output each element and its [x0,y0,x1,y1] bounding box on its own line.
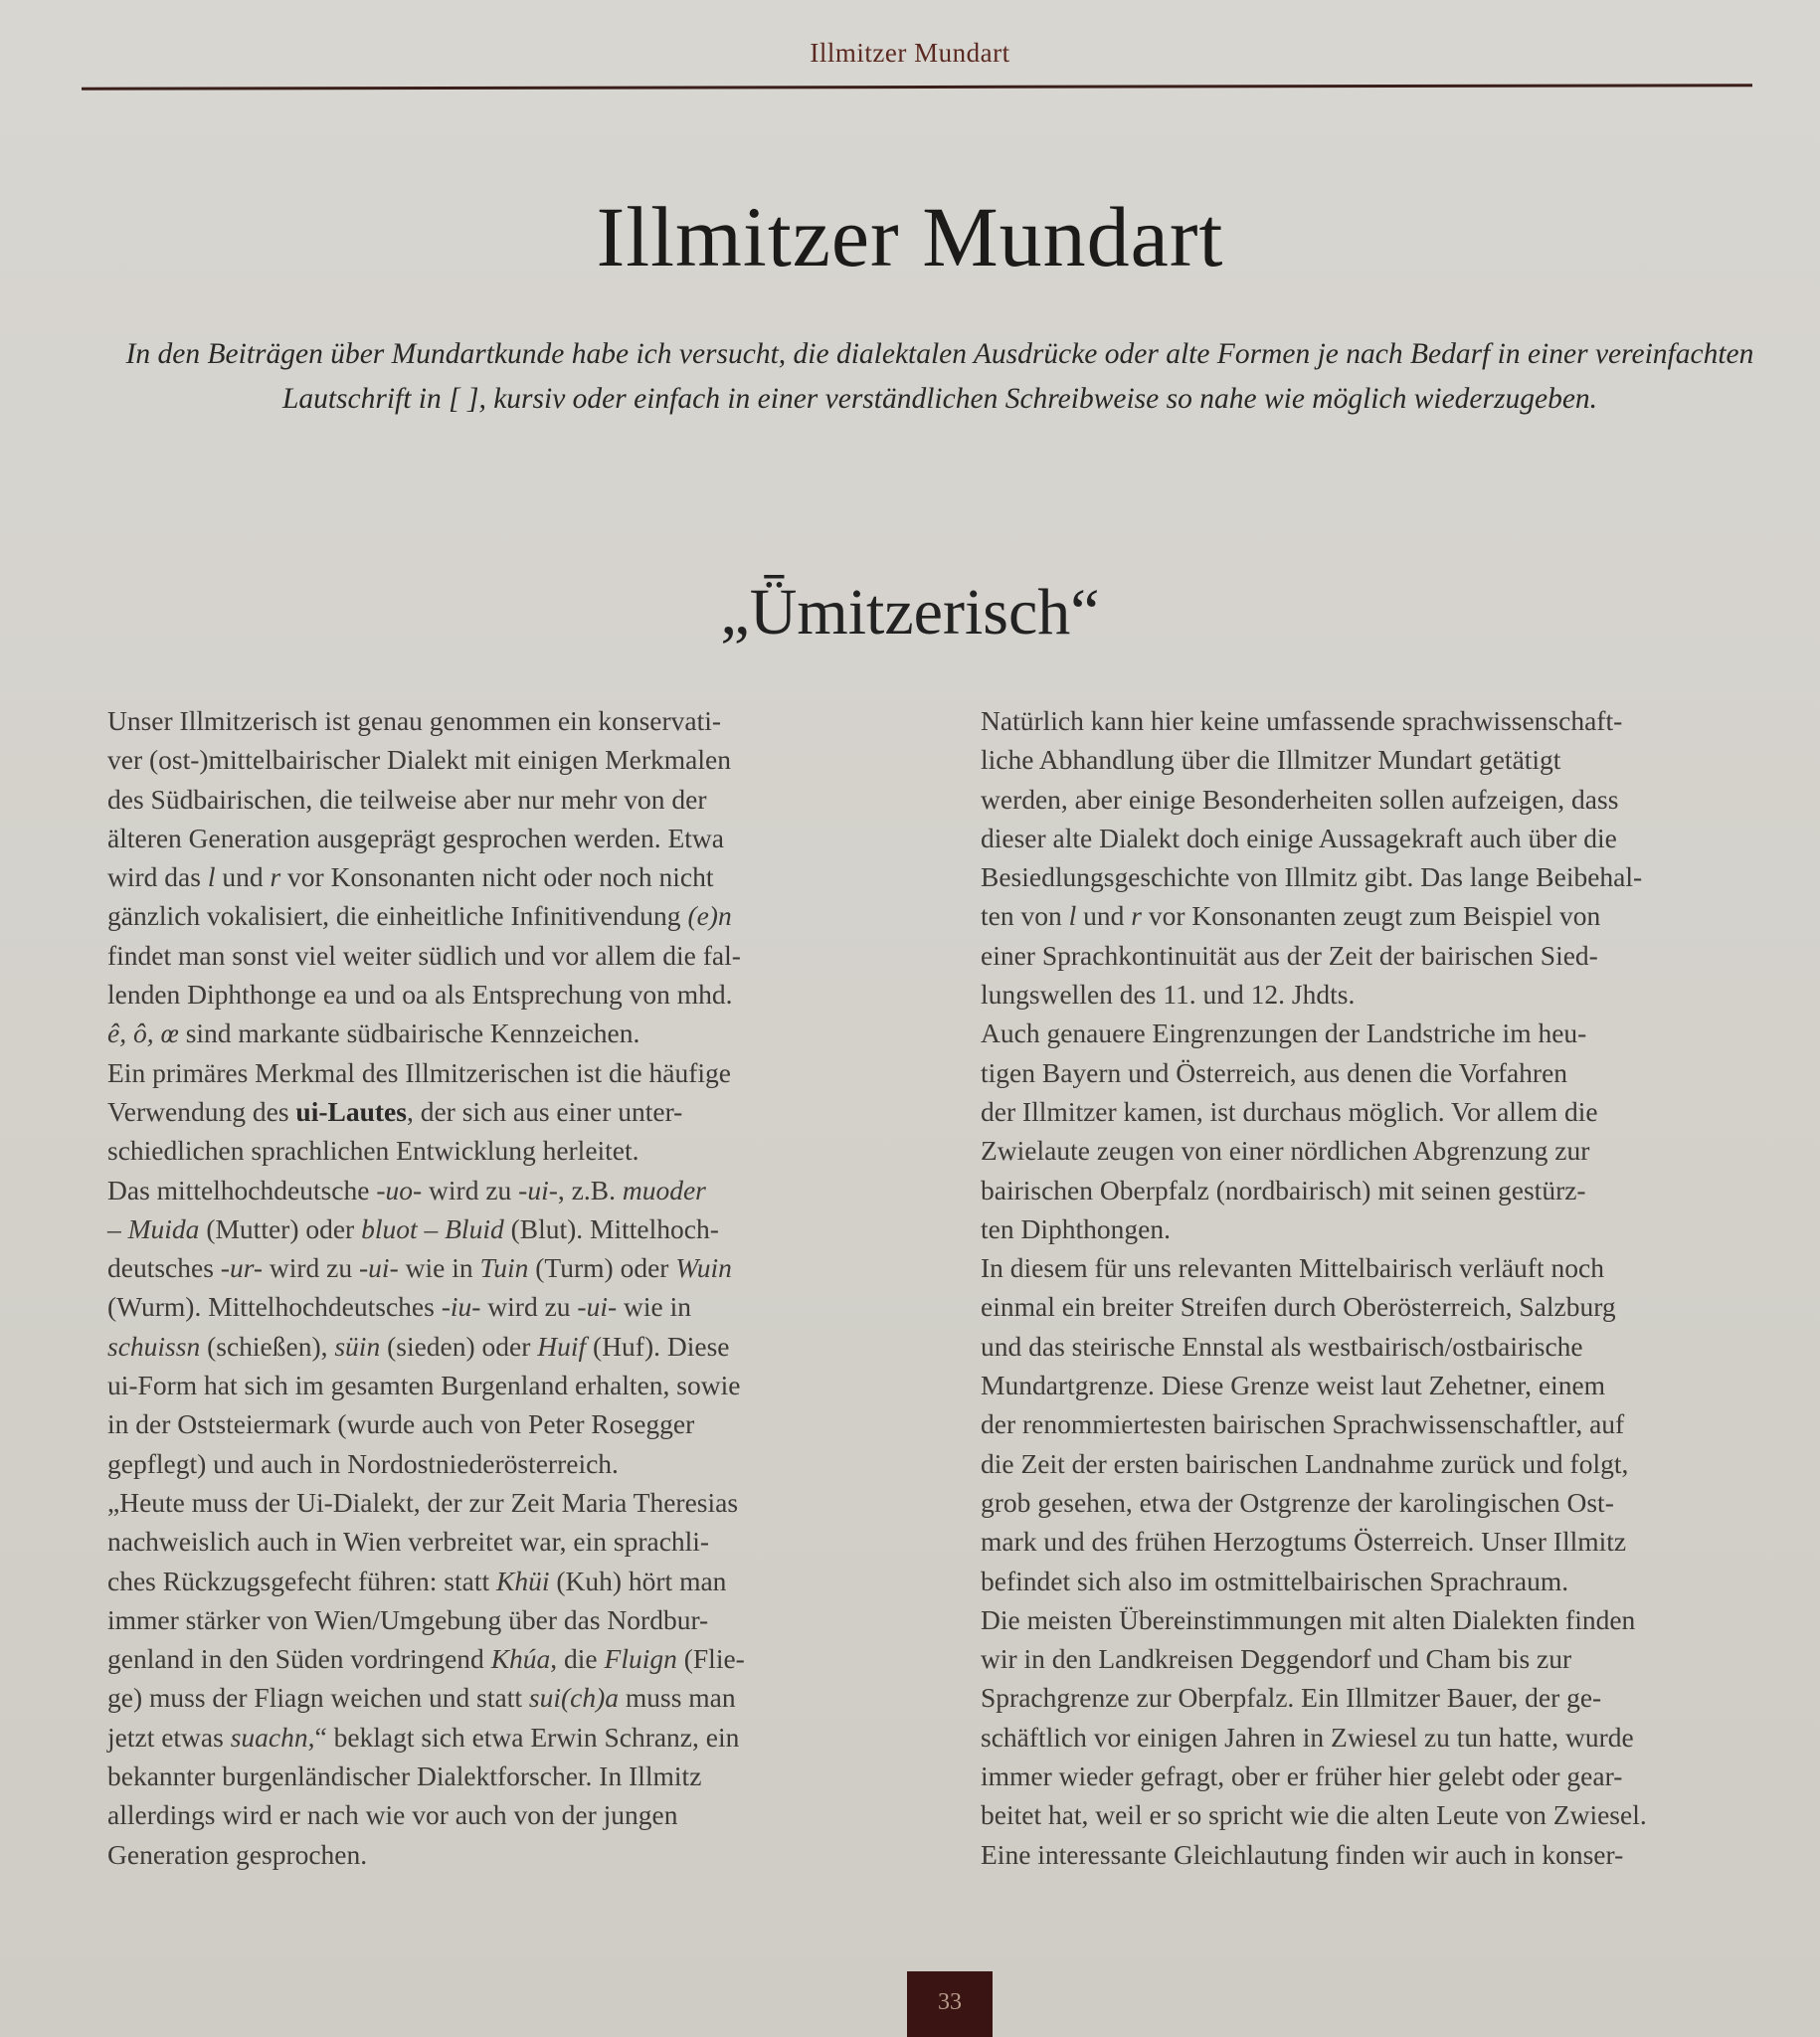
text-line: gepflegt) und auch in Nordostniederösterreich. [107,1447,619,1479]
text-line: gänzlich vokalisiert, die einheitliche Infinitivendung (e)n [107,900,732,932]
text-line: findet man sonst viel weiter südlich und vor allem die fal- [107,939,741,971]
text-line: immer stärker von Wien/Umgebung über das Nordbur- [107,1603,709,1635]
text-line: Sprachgrenze zur Oberpfalz. Ein Illmitzer Bauer, der ge- [981,1682,1602,1714]
running-head: Illmitzer Mundart [810,38,1010,68]
text-line: in der Oststeiermark (wurde auch von Peter Rosegger [107,1408,695,1440]
text-line: der Illmitzer kamen, ist durchaus möglich. Vor allem die [981,1095,1598,1127]
text-line: Das mittelhochdeutsche -uo- wird zu -ui-, z.B. muoder [107,1174,706,1205]
text-line: dieser alte Dialekt doch einige Aussagekraft auch über die [981,822,1617,853]
text-line: Natürlich kann hier keine umfassende sprachwissenschaft- [981,705,1623,736]
text-line: einmal ein breiter Streifen durch Oberösterreich, Salzburg [981,1291,1616,1323]
text-line: Verwendung des ui-Lautes, der sich aus einer unter- [107,1095,683,1127]
text-line: allerdings wird er nach wie vor auch von der jungen [107,1799,678,1831]
text-line: ge) muss der Fliagn weichen und statt sui(ch)a muss man [107,1682,736,1714]
text-line: bekannter burgenländischer Dialektforscher. In Illmitz [107,1760,702,1792]
section-title: „Ǖmitzerisch“ [720,576,1100,648]
text-line: und das steirische Ennstal als westbairisch/ostbairische [981,1330,1583,1362]
text-line: genland in den Süden vordringend Khúa, die Fluign (Flie- [107,1643,745,1675]
text-line: In diesem für uns relevanten Mittelbairisch verläuft noch [981,1252,1604,1284]
text-line: nachweislich auch in Wien verbreitet war, ein sprachli- [107,1526,710,1558]
text-line: schäftlich vor einigen Jahren in Zwiesel zu tun hatte, wurde [981,1721,1634,1753]
text-line: lenden Diphthonge ea und oa als Entsprechung von mhd. [107,979,733,1011]
text-line: lungswellen des 11. und 12. Jhdts. [981,979,1356,1011]
text-line: einer Sprachkontinuität aus der Zeit der bairischen Sied- [981,939,1598,971]
text-line: immer wieder gefragt, ober er früher hier gelebt oder gear- [981,1760,1623,1792]
text-line: ten Diphthongen. [981,1212,1171,1244]
text-line: grob gesehen, etwa der Ostgrenze der karolingischen Ost- [981,1486,1614,1518]
right-column [981,701,1776,1874]
text-line: Generation gesprochen. [107,1838,368,1870]
text-line: ê, ô, œ sind markante südbairische Kennzeichen. [107,1018,640,1049]
text-line: liche Abhandlung über die Illmitzer Mundart getätigt [981,744,1561,776]
text-line: Mundartgrenze. Diese Grenze weist laut Zehetner, einem [981,1370,1606,1401]
text-line: Ein primäres Merkmal des Illmitzerischen ist die häufige [107,1056,731,1088]
text-line: Eine interessante Gleichlautung finden wir auch in konser- [981,1838,1624,1870]
text-line: älteren Generation ausgeprägt gesprochen werden. Etwa [107,822,724,853]
text-line: tigen Bayern und Österreich, aus denen die Vorfahren [981,1056,1568,1088]
text-line: ver (ost-)mittelbairischer Dialekt mit einigen Merkmalen [107,744,731,776]
text-line: ui-Form hat sich im gesamten Burgenland erhalten, sowie [107,1370,741,1401]
text-line: befindet sich also im ostmittelbairischen Sprachraum. [981,1565,1569,1596]
header-rule [82,84,1752,91]
text-line: schiedlichen sprachlichen Entwicklung herleitet. [107,1135,639,1167]
text-line: der renommiertesten bairischen Sprachwissenschaftler, auf [981,1408,1625,1440]
text-line: Unser Illmitzerisch ist genau genommen ein konservati- [107,705,722,736]
text-line: bairischen Oberpfalz (nordbairisch) mit seinen gestürz- [981,1174,1586,1205]
left-column [107,701,923,1874]
text-line: des Südbairischen, die teilweise aber nur mehr von der [107,783,707,815]
text-line: – Muida (Mutter) oder bluot – Bluid (Blut). Mittelhoch- [107,1212,719,1244]
text-line: die Zeit der ersten bairischen Landnahme zurück und folgt, [981,1447,1629,1479]
text-line: jetzt etwas suachn,“ beklagt sich etwa Erwin Schranz, ein [107,1721,740,1753]
text-line: wir in den Landkreisen Deggendorf und Cham bis zur [981,1643,1572,1675]
text-line: Besiedlungsgeschichte von Illmitz gibt. Das lange Beibehal- [981,861,1643,893]
text-line: Auch genauere Eingrenzungen der Landstriche im heu- [981,1018,1587,1049]
text-line: mark und des frühen Herzogtums Österreich. Unser Illmitz [981,1526,1627,1558]
text-line: Die meisten Übereinstimmungen mit alten Dialekten finden [981,1603,1636,1635]
text-line: ches Rückzugsgefecht führen: statt Khüi (Kuh) hört man [107,1565,727,1596]
text-line: wird das l und r vor Konsonanten nicht oder noch nicht [107,861,714,893]
text-line: schuissn (schießen), süin (sieden) oder Huif (Huf). Diese [107,1330,730,1362]
text-line: ten von l und r vor Konsonanten zeugt zum Beispiel von [981,900,1601,932]
text-line: „Heute muss der Ui-Dialekt, der zur Zeit Maria Theresias [107,1486,739,1518]
text-line: werden, aber einige Besonderheiten sollen aufzeigen, dass [981,783,1619,815]
text-line: Zwielaute zeugen von einer nördlichen Abgrenzung zur [981,1135,1590,1167]
page-title: Illmitzer Mundart [596,189,1224,284]
text-line: deutsches -ur- wird zu -ui- wie in Tuin (Turm) oder Wuin [107,1252,732,1284]
text-line: (Wurm). Mittelhochdeutsches -iu- wird zu -ui- wie in [107,1291,691,1323]
text-line: beitet hat, weil er so spricht wie die alten Leute von Zwiesel. [981,1799,1647,1831]
intro-paragraph: In den Beiträgen über Mundartkunde habe ich versucht, die dialektalen Ausdrücke oder alte Formen je nach Bedarf in einer vereinfachten Lautschrift in [ ], kursiv oder einfach in einer verständlichen Schreibweise so nahe wie möglich wiederzugeben. [125,338,1754,415]
page-number: 33 [907,1971,993,2037]
